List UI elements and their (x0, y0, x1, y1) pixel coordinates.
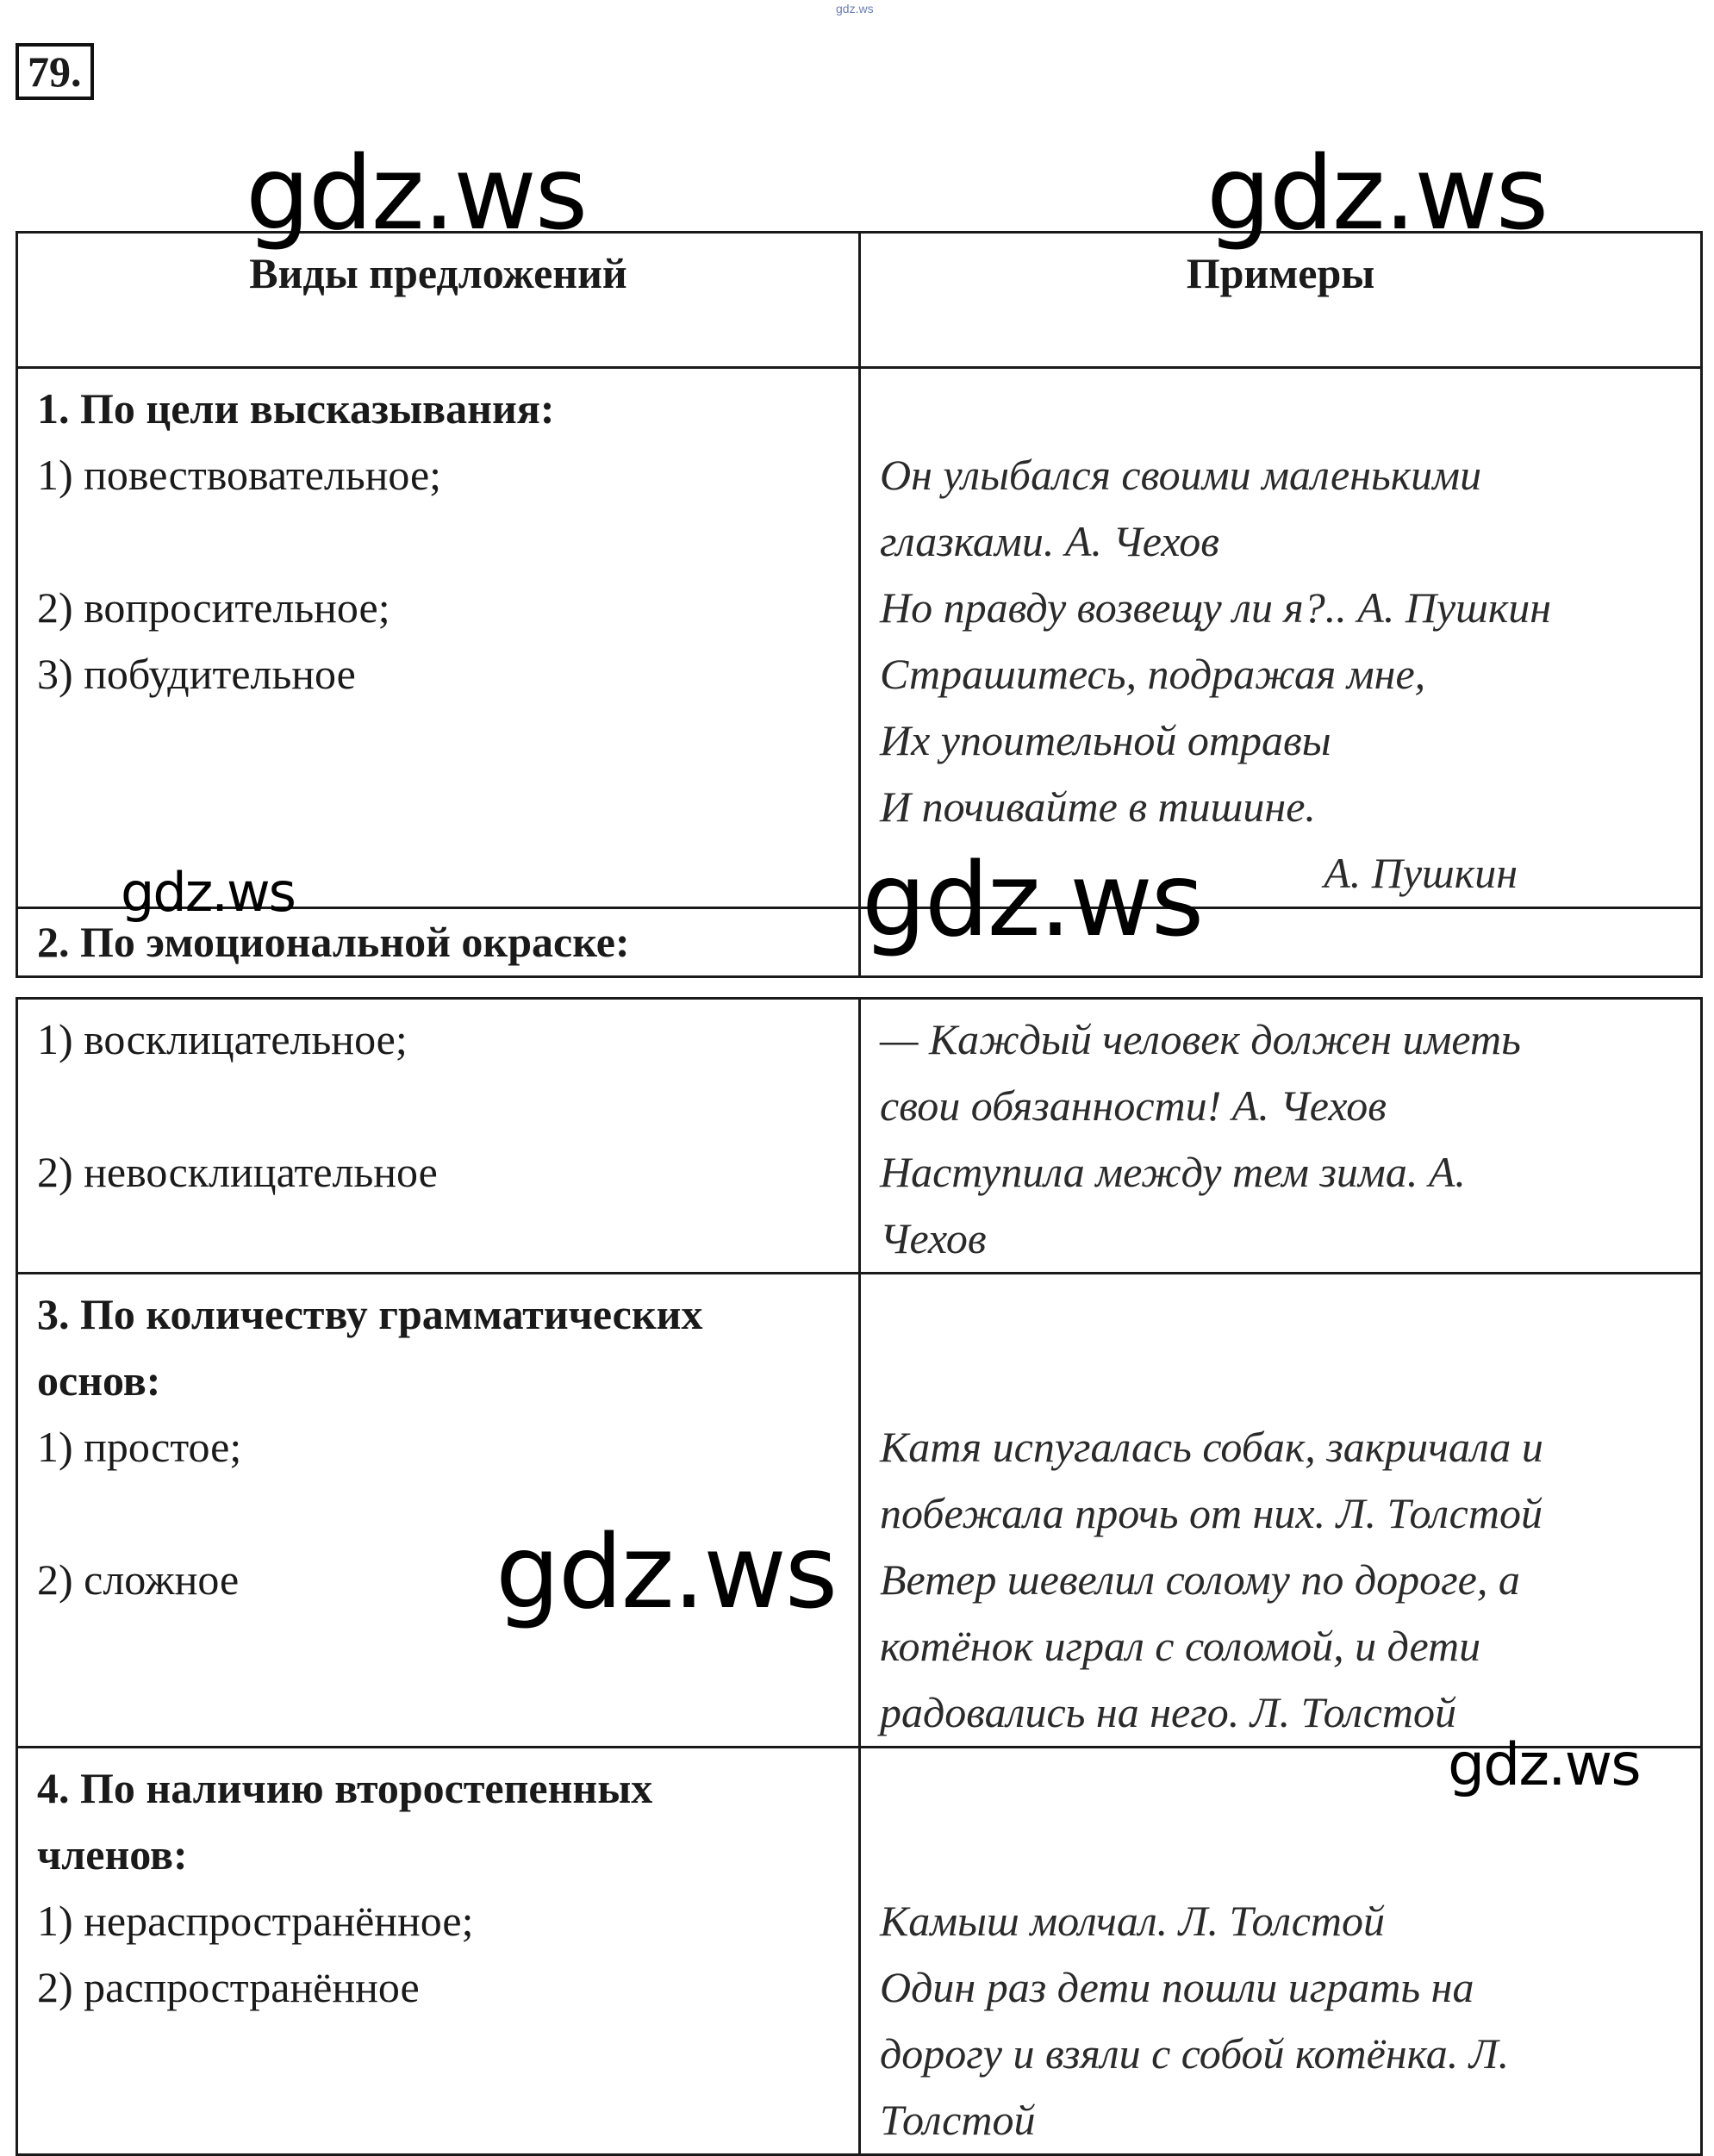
section-title: 4. По наличию второстепенных (37, 1764, 653, 1812)
table-row (17, 999, 1702, 1274)
watermark: gdz.ws (496, 1512, 837, 1631)
example-line: Страшитесь, подражая мне, (880, 650, 1426, 698)
types-cell (17, 1748, 860, 2155)
examples-cell (860, 1274, 1702, 1748)
sentence-types-table-part2 (16, 997, 1703, 2156)
examples-cell (860, 368, 1702, 908)
type-item: 2) сложное (37, 1555, 240, 1604)
table-header-row (17, 233, 1702, 368)
example-line: И почивайте в тишине. (880, 782, 1316, 831)
example-line: Катя испугалась собак, закричала и (880, 1423, 1543, 1471)
top-watermark: gdz.ws (836, 2, 874, 16)
example-line: Камыш молчал. Л. Толстой (880, 1897, 1386, 1945)
header-examples: Примеры (860, 233, 1702, 368)
task-number: 79. (16, 43, 94, 100)
example-line: Наступила между тем зима. А. (880, 1148, 1466, 1196)
example-author: А. Пушкин (1324, 849, 1518, 897)
section-title: 3. По количеству грамматических (37, 1290, 703, 1338)
watermark: gdz.ws (246, 134, 587, 252)
example-line: — Каждый человек должен иметь (880, 1015, 1521, 1063)
example-line: радовались на него. Л. Толстой (880, 1688, 1457, 1736)
watermark: gdz.ws (121, 861, 295, 924)
type-item: 1) простое; (37, 1423, 242, 1471)
type-item: 3) побудительное (37, 650, 356, 698)
header-types: Виды предложений (17, 233, 860, 368)
watermark: gdz.ws (1206, 134, 1548, 252)
type-item: 1) повествовательное; (37, 451, 442, 499)
example-line: Он улыбался своими маленькими (880, 451, 1482, 499)
types-cell (17, 1274, 860, 1748)
type-item: 2) вопросительное; (37, 583, 390, 632)
examples-cell (860, 1748, 1702, 2155)
type-item: 2) распространённое (37, 1963, 420, 2011)
section-title: членов: (37, 1830, 188, 1879)
table-row (17, 368, 1702, 908)
example-line: котёнок играл с соломой, и дети (880, 1622, 1481, 1670)
example-line: побежала прочь от них. Л. Толстой (880, 1489, 1543, 1537)
types-cell (17, 368, 860, 908)
watermark: gdz.ws (1448, 1731, 1640, 1799)
examples-cell (860, 999, 1702, 1274)
section-title: 1. По цели высказывания: (37, 384, 555, 433)
table-row (17, 1748, 1702, 2155)
types-cell (17, 999, 860, 1274)
section-title: основ: (37, 1356, 161, 1405)
section-title: 2. По эмоциональной окраске: (37, 918, 630, 966)
example-line: глазками. А. Чехов (880, 517, 1219, 565)
type-item: 1) восклицательное; (37, 1015, 408, 1063)
example-line: Один раз дети пошли играть на (880, 1963, 1474, 2011)
example-line: Их упоительной отравы (880, 716, 1331, 764)
example-line: Но правду возвещу ли я?.. А. Пушкин (880, 583, 1552, 632)
example-line: свои обязанности! А. Чехов (880, 1081, 1387, 1130)
example-line: Чехов (880, 1214, 987, 1262)
table-row (17, 1274, 1702, 1748)
example-line: Толстой (880, 2096, 1036, 2144)
type-item: 2) невосклицательное (37, 1148, 438, 1196)
watermark: gdz.ws (862, 840, 1203, 959)
type-item: 1) нераспространённое; (37, 1897, 474, 1945)
example-line: дорогу и взяли с собой котёнка. Л. (880, 2029, 1510, 2078)
example-line: Ветер шевелил солому по дороге, а (880, 1555, 1520, 1604)
